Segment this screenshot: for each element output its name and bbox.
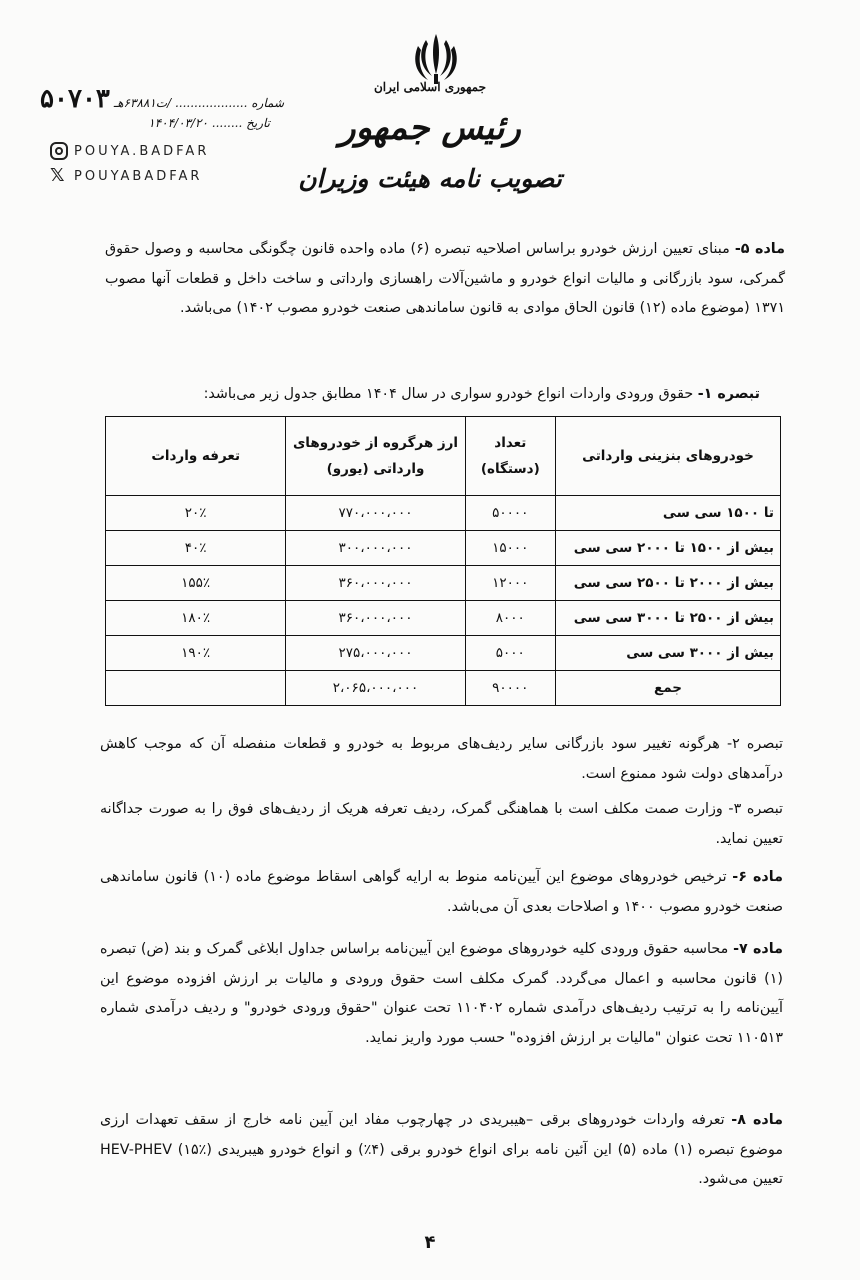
article-8-title: ماده ۸-: [731, 1112, 783, 1128]
import-tariff-table: [105, 416, 781, 706]
letter-number: [14, 84, 284, 114]
note-3: تبصره ۳- وزارت صمت مکلف است با هماهنگی گمرک، ردیف تعرفه هریک از ردیف‌های فوق را به صورت جداگانه تعیین نماید.: [100, 801, 783, 847]
cell-category: بیش از ۲۰۰۰ تا ۲۵۰۰ سی سی: [555, 566, 780, 601]
article-6-text: ترخیص خودروهای موضوع این آیین‌نامه منوط به ارایه گواهی اسقاط موضوع ماده (۱۰) قانون ساماندهی صنعت خودرو مصوب ۱۴۰۰ و اصلاحات بعدی آن می‌باشد.: [100, 869, 783, 915]
instagram-text: POUYA.BADFAR: [74, 143, 210, 159]
x-logo-icon: 𝕏: [50, 165, 65, 186]
cell-value: ۲۷۵،۰۰۰،۰۰۰: [286, 636, 465, 671]
cell-total-value: ۲،۰۶۵،۰۰۰،۰۰۰: [286, 671, 465, 706]
date-label: تاریخ: [246, 116, 270, 130]
cell-count: ۱۲۰۰۰: [465, 566, 555, 601]
table-row: [106, 566, 781, 601]
article-8-text: تعرفه واردات خودروهای برقی –هیبریدی در چهارچوب مفاد این آیین نامه خارج از سقف تعهدات ارزی موضوع تبصره (۱) ماده (۵) این آئین نامه برای انواع خودرو برقی (۴٪) و انواع خودرو هیبریدی HEV-PHEV (۱۵٪) تعیین می‌شود.: [100, 1112, 783, 1187]
page-number: ۴: [424, 1232, 436, 1253]
cell-value: ۳۰۰،۰۰۰،۰۰۰: [286, 531, 465, 566]
x-text: POUYABADFAR: [74, 168, 203, 184]
article-7-title: ماده ۷-: [733, 941, 783, 957]
note-1-title: تبصره ۱-: [697, 386, 760, 402]
cell-total-count: ۹۰۰۰۰: [465, 671, 555, 706]
number-dots: ...................: [174, 96, 248, 110]
article-5: [105, 235, 785, 324]
x-handle: [50, 167, 202, 185]
table-header-row: [106, 417, 781, 496]
cell-tariff: ۱۹۰٪: [106, 636, 286, 671]
number-label: شماره: [251, 96, 284, 110]
article-5-text: مبنای تعیین ارزش خودرو براساس اصلاحیه تبصره (۶) ماده واحده قانون چگونگی محاسبه و وصول حقوق گمرکی، سود بازرگانی و مالیات انواع خودرو و ماشین‌آلات راهسازی وارداتی و ساخت داخل و قطعات آنها مصوب ۱۳۷۱ (موضوع ماده (۱۲) قانون الحاق موادی به قانون ساماندهی صنعت خودرو مصوب ۱۴۰۲) می‌باشد.: [105, 241, 785, 316]
cell-count: ۱۵۰۰۰: [465, 531, 555, 566]
cell-tariff: ۱۸۰٪: [106, 601, 286, 636]
date-value: ۱۴۰۴/۰۳/۲۰: [148, 116, 208, 130]
article-6-title: ماده ۶-: [732, 869, 783, 885]
cell-tariff: ۱۵۵٪: [106, 566, 286, 601]
cell-count: ۵۰۰۰۰: [465, 496, 555, 531]
instagram-handle: [50, 142, 209, 160]
article-6: [100, 863, 783, 922]
iran-emblem-icon: [412, 30, 460, 86]
cell-value: ۳۶۰،۰۰۰،۰۰۰: [286, 566, 465, 601]
header-count: تعداد (دستگاه): [465, 417, 555, 496]
article-8: [100, 1106, 783, 1195]
header-cars: خودروهای بنزینی وارداتی: [555, 417, 780, 496]
table-row: [106, 601, 781, 636]
table-row: [106, 636, 781, 671]
office-title: رئیس جمهور: [339, 108, 521, 148]
note-1-text: حقوق ورودی واردات انواع خودرو سواری در سال ۱۴۰۴ مطابق جدول زیر می‌باشد:: [203, 386, 694, 402]
republic-title: جمهوری اسلامی ایران: [373, 80, 487, 94]
cell-tariff: ۲۰٪: [106, 496, 286, 531]
document-type: تصویب نامه هیئت وزیران: [298, 164, 562, 193]
cell-value: ۳۶۰،۰۰۰،۰۰۰: [286, 601, 465, 636]
note-2: تبصره ۲- هرگونه تغییر سود بازرگانی سایر ردیف‌های مربوط به خودرو و قطعات منفصله آن که موجب کاهش درآمدهای دولت شود ممنوع است.: [100, 736, 783, 782]
letter-date: تاریخ ........ ۱۴۰۴/۰۳/۲۰: [148, 116, 270, 130]
table-row: [106, 531, 781, 566]
cell-category: بیش از ۱۵۰۰ تا ۲۰۰۰ سی سی: [555, 531, 780, 566]
cell-tariff: ۴۰٪: [106, 531, 286, 566]
cell-count: ۸۰۰۰: [465, 601, 555, 636]
table-row: [106, 496, 781, 531]
note-1: [150, 380, 760, 410]
instagram-icon: [50, 142, 68, 160]
cell-value: ۷۷۰،۰۰۰،۰۰۰: [286, 496, 465, 531]
cell-category: بیش از ۳۰۰۰ سی سی: [555, 636, 780, 671]
cell-total-tariff: [106, 671, 286, 706]
number-value: ۵۰۷۰۳: [40, 84, 110, 114]
cell-count: ۵۰۰۰: [465, 636, 555, 671]
article-7-text: محاسبه حقوق ورودی کلیه خودروهای موضوع این آیین‌نامه براساس جداول ابلاغی گمرک و بند (ض) تبصره (۱) قانون محاسبه و اعمال می‌گردد. گمرک مکلف است حقوق ورودی و مالیات بر ارزش افزوده موضوع این آیین‌نامه را به ترتیب ردیف‌های درآمدی شماره ۱۱۰۴۰۲ تحت عنوان "حقوق ورودی خودرو" و ردیف درآمدی شماره ۱۱۰۵۱۳ تحت عنوان "مالیات بر ارزش افزوده" حسب مورد واریز نماید.: [100, 941, 783, 1046]
cell-category: تا ۱۵۰۰ سی سی: [555, 496, 780, 531]
table-total-row: [106, 671, 781, 706]
article-5-title: ماده ۵-: [734, 241, 786, 257]
header-tariff: تعرفه واردات: [106, 417, 286, 496]
cell-category: بیش از ۲۵۰۰ تا ۳۰۰۰ سی سی: [555, 601, 780, 636]
article-7: [100, 935, 783, 1053]
cell-total-label: جمع: [555, 671, 780, 706]
number-ref: /ت۶۳۸۸۱هـ: [113, 96, 172, 110]
header-value: ارز هرگروه از خودروهای وارداتی (یورو): [286, 417, 465, 496]
